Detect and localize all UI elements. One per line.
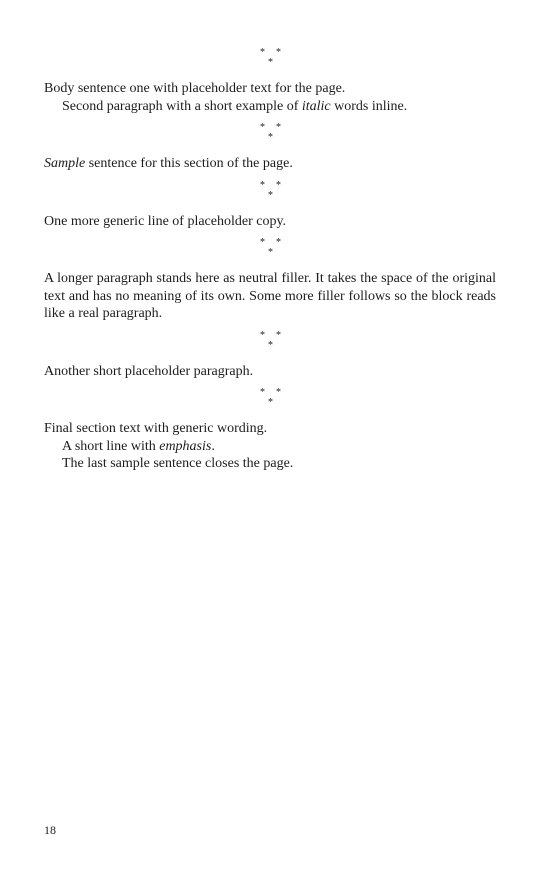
text-run: Second paragraph with a short example of	[62, 98, 302, 114]
asterism-star: *	[260, 329, 265, 341]
paragraph	[44, 155, 496, 173]
asterism-star: *	[276, 329, 281, 341]
text-section	[44, 420, 496, 473]
text-section	[44, 155, 496, 173]
text-section	[44, 363, 496, 381]
paragraph	[44, 455, 496, 473]
section-asterism	[44, 173, 496, 213]
section-asterism	[44, 380, 496, 420]
asterism-star: *	[260, 387, 265, 398]
text-section	[44, 270, 496, 323]
asterism-star: *	[268, 397, 273, 408]
text-run: sentence for this section of the page.	[85, 156, 293, 171]
asterism-star: *	[268, 57, 273, 68]
text-run: A short line with	[62, 438, 160, 454]
text-section	[44, 213, 496, 231]
asterism-star: *	[260, 122, 265, 133]
asterism-star: *	[276, 237, 281, 248]
text-run: .	[211, 438, 215, 454]
paragraph	[44, 438, 496, 456]
text-run: One more generic line of placeholder copy.	[44, 213, 287, 229]
asterism-star: *	[276, 122, 281, 133]
paragraph	[44, 213, 496, 231]
asterism-star: *	[268, 132, 273, 143]
asterism-star: *	[260, 237, 265, 248]
paragraph	[44, 80, 496, 98]
italic-text: Sample	[44, 156, 86, 171]
asterism-star: *	[268, 189, 273, 201]
asterism-star: *	[276, 47, 281, 58]
paragraph	[44, 420, 496, 438]
text-run: Another short placeholder paragraph.	[44, 363, 254, 379]
page-body	[44, 40, 496, 473]
paragraph	[44, 363, 496, 381]
italic-text: emphasis	[159, 438, 212, 454]
section-asterism	[44, 115, 496, 155]
asterism-star: *	[268, 247, 273, 258]
text-section	[44, 80, 496, 115]
text-run: Final section text with generic wording.	[44, 421, 268, 436]
paragraph	[44, 98, 496, 116]
asterism-star: *	[260, 47, 265, 58]
asterism-star: *	[260, 179, 265, 191]
asterism-star: *	[276, 179, 281, 191]
page-number: 18	[44, 823, 56, 837]
asterism-star: *	[268, 339, 273, 351]
section-asterism	[44, 230, 496, 270]
text-run: Body sentence one with placeholder text for the page.	[44, 81, 346, 96]
section-asterism	[44, 323, 496, 363]
text-run: words inline.	[330, 98, 408, 114]
text-run: A longer paragraph stands here as neutral filler. It takes the space of the original text and has no meaning of its own. Some more filler follows so the block reads like a real paragraph.	[44, 271, 496, 321]
asterism-star: *	[276, 387, 281, 398]
italic-text: italic	[301, 98, 331, 114]
section-asterism	[44, 40, 496, 80]
paragraph	[44, 270, 496, 323]
text-run: The last sample sentence closes the page.	[62, 456, 294, 471]
